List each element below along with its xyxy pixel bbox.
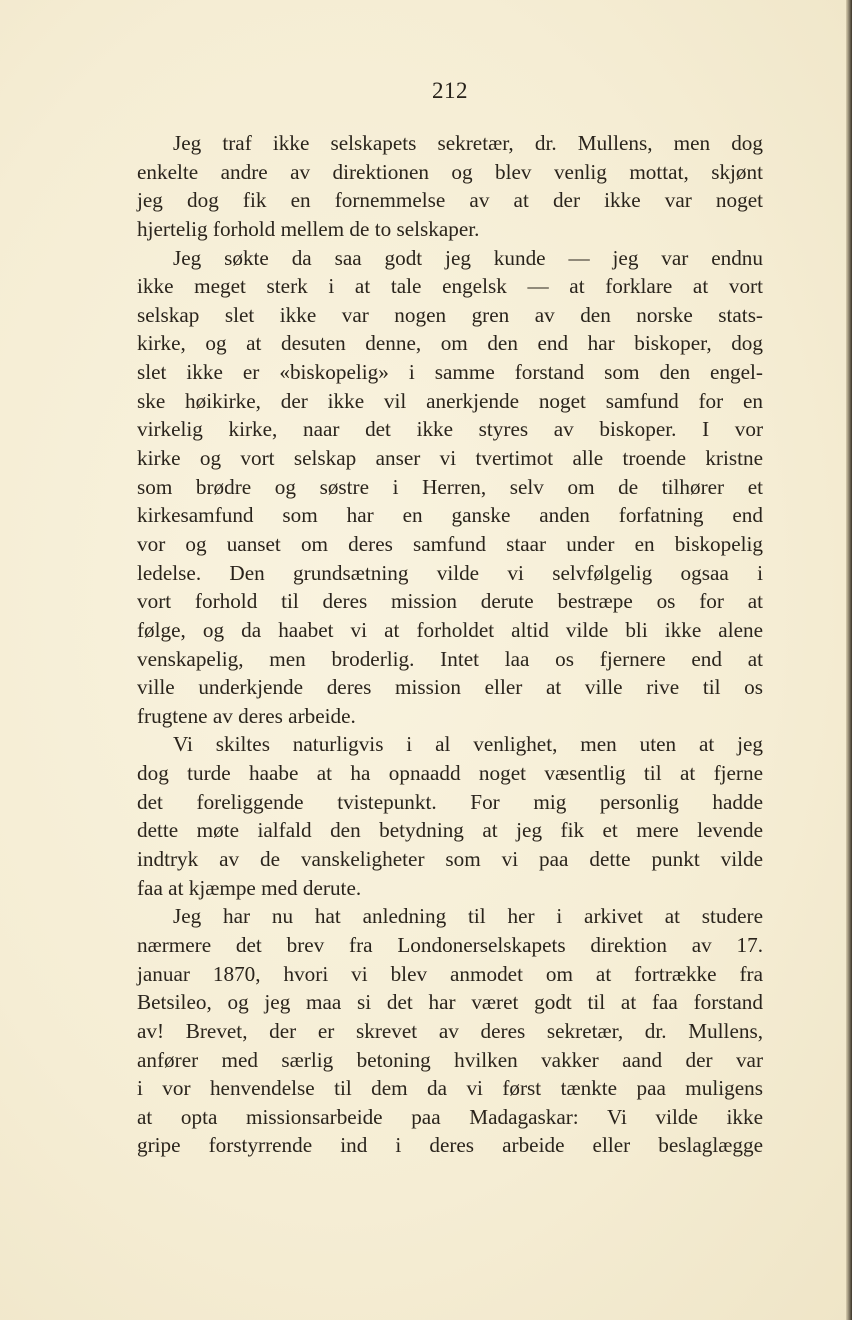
text-line: det foreliggende tvistepunkt. For mig personlig hadde [137, 789, 763, 814]
text-line: ske høikirke, der ikke vil anerkjende noget samfund for en [137, 388, 763, 413]
text-line: vor og uanset om deres samfund staar under en biskopelig [137, 531, 763, 556]
body-text [137, 129, 763, 1160]
text-line: gripe forstyrrende ind i deres arbeide eller beslaglægge [137, 1133, 763, 1158]
text-line: som brødre og søstre i Herren, selv om de tilhører et [137, 474, 763, 499]
text-line: følge, og da haabet vi at forholdet altid vilde bli ikke alene [137, 617, 763, 642]
text-line: anfører med særlig betoning hvilken vakker aand der var [137, 1047, 763, 1072]
text-line: vort forhold til deres mission derute bestræpe os for at [137, 589, 763, 614]
text-line: venskapelig, men broderlig. Intet laa os fjernere end at [137, 646, 763, 671]
text-line: januar 1870, hvori vi blev anmodet om at fortrække fra [137, 961, 763, 986]
text-line: kirkesamfund som har en ganske anden forfatning end [137, 503, 763, 528]
text-line: ledelse. Den grundsætning vilde vi selvfølgelig ogsaa i [137, 560, 763, 585]
text-line: i vor henvendelse til dem da vi først tænkte paa muligens [137, 1076, 763, 1101]
text-line: Betsileo, og jeg maa si det har været godt til at faa forstand [137, 990, 763, 1015]
text-line: nærmere det brev fra Londonerselskapets direktion av 17. [137, 932, 763, 957]
text-line: dette møte ialfald den betydning at jeg fik et mere levende [137, 818, 763, 843]
text-line: ikke meget sterk i at tale engelsk — at forklare at vort [137, 274, 763, 299]
text-line: Jeg traf ikke selskapets sekretær, dr. Mullens, men dog [173, 131, 763, 155]
text-line: kirke, og at desuten denne, om den end har biskoper, dog [137, 331, 763, 356]
page-edge-shadow [846, 0, 852, 1320]
text-line: at opta missionsarbeide paa Madagaskar: Vi vilde ikke [137, 1104, 763, 1129]
text-line: Jeg søkte da saa godt jeg kunde — jeg var endnu [173, 245, 763, 270]
text-line: faa at kjæmpe med derute. [137, 875, 362, 900]
text-line: av! Brevet, der er skrevet av deres sekretær, dr. Mullens, [137, 1018, 763, 1043]
text-line: enkelte andre av direktionen og blev venlig mottat, skjønt [137, 159, 763, 184]
text-line: ville underkjende deres mission eller at ville rive til os [137, 675, 763, 700]
text-line: jeg dog fik en fornemmelse av at der ikke var noget [137, 188, 763, 213]
page-number: 212 [432, 78, 468, 103]
text-line: hjertelig forhold mellem de to selskaper. [137, 216, 480, 241]
text-line: Jeg har nu hat anledning til her i arkivet at studere [173, 904, 763, 929]
text-line: selskap slet ikke var nogen gren av den norske stats- [137, 302, 763, 327]
text-line: Vi skiltes naturligvis i al venlighet, men uten at jeg [173, 732, 763, 757]
text-line: indtryk av de vanskeligheter som vi paa dette punkt vilde [137, 847, 763, 872]
text-line: kirke og vort selskap anser vi tvertimot alle troende kristne [137, 446, 763, 471]
text-line: dog turde haabe at ha opnaadd noget væsentlig til at fjerne [137, 761, 763, 786]
text-line: frugtene av deres arbeide. [137, 703, 356, 728]
text-line: virkelig kirke, naar det ikke styres av biskoper. I vor [137, 417, 763, 442]
text-line: slet ikke er «biskopelig» i samme forstand som den engel- [137, 360, 763, 385]
